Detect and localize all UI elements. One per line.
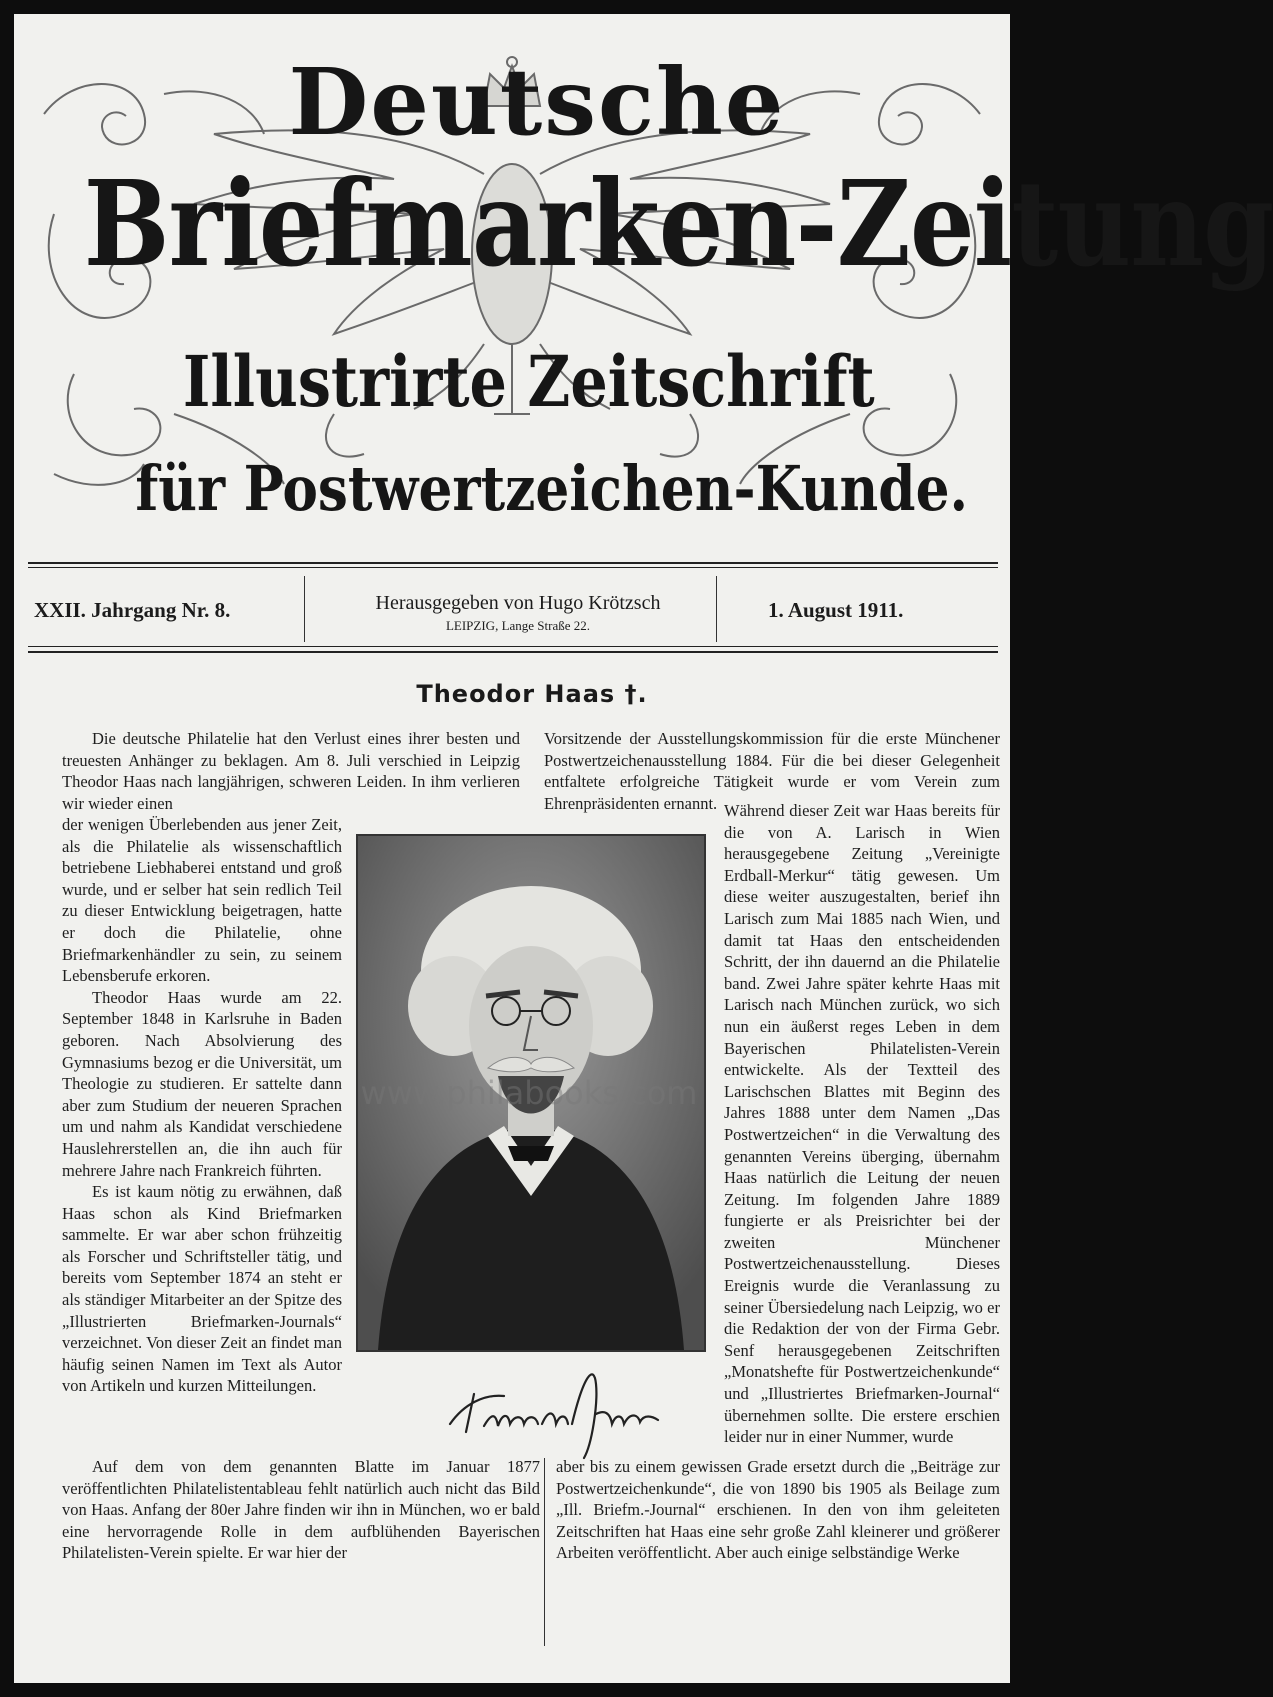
top-rule-thin bbox=[28, 567, 998, 568]
article-left-column bbox=[62, 814, 342, 1397]
masthead-line-title: Briefmarken-Zeitung bbox=[83, 154, 1273, 293]
issue-date: 1. August 1911. bbox=[768, 598, 904, 622]
info-divider-left bbox=[304, 576, 305, 642]
masthead-line-deutsche: Deutsche bbox=[288, 48, 786, 156]
intro-paragraph: Die deutsche Philatelie hat den Verlust eines ihrer besten und treuesten Anhänger zu beklagen. Am 8. Juli verschied in Leipzig Theodor Haas nach langjährigen, schweren Leiden. In ihm verlieren wir wieder einen bbox=[62, 729, 520, 813]
masthead-line-subtitle: Illustrirte Zeitschrift bbox=[182, 340, 875, 423]
volume-number: XXII. Jahrgang Nr. 8. bbox=[34, 598, 231, 622]
masthead bbox=[14, 14, 1273, 554]
left-paragraph-2: Theodor Haas wurde am 22. September 1848 in Karlsruhe in Baden geboren. Nach Absolvierung des Gymnasiums bezog er die Universität, um Theologie zu studieren. Er sattelte dann aber zum Studium der neueren Sprachen um und nahm als Kandidat verschiedene Hauslehrerstellen an, die ihn auch für mehrere Jahre nach Frankreich führten. bbox=[62, 987, 342, 1180]
article-title: Theodor Haas †. bbox=[416, 680, 648, 708]
top-rule bbox=[28, 562, 998, 564]
right-paragraph: Während dieser Zeit war Haas bereits für die von A. Larisch in Wien herausgegebene Zeitung „Vereinigte Erdball-Merkur“ tätig gewesen. Um diese weiter auszugestalten, berief ihn Larisch zum Mai 1885 nach Wien, und damit tat Haas den entscheidenden Schritt, der ihn dauernd an die Philatelie band. Zwei Jahre später kehrte Haas mit Larisch nach München zurück, wo sich nun ein äußerst reges Leben in dem Bayerischen Philatelisten-Verein entwickelte. Als der Textteil des Larischschen Blattes mit Beginn des Jahres 1888 unter dem Namen „Das Postwertzeichen“ in die Verwaltung des genannten Vereins überging, übernahm Haas natürlich die Leitung der neuen Zeitung. Im folgenden Jahre 1889 fungierte er als Preisrichter bei der zweiten Münchener Postwertzeichenausstellung. Dieses Ereignis wurde die Veranlassung zu seiner Übersiedelung nach Leipzig, wo er die Redaktion der von der Firma Gebr. Senf herausgegebenen Zeitschriften „Monatshefte für Postwertzeichenkunde“ und „Illustriertes Briefmarken-Journal“ übernehmen sollte. Die erstere erschien leider nur in einer Nummer, wurde bbox=[724, 801, 1000, 1447]
left-paragraph-3: Es ist kaum nötig zu erwähnen, daß Haas schon als Kind Briefmarken sammelte. Er war aber schon frühzeitig als Forscher und Schriftsteller tätig, und bereits vom September 1874 an steht er als ständiger Mitarbeiter an der Spitze des „Illustrierten Briefmarken-Journals“ verzeichnet. Von dieser Zeit an findet man häufig seinen Namen im Text als Autor von Artikeln und kurzen Mitteilungen. bbox=[62, 1182, 342, 1396]
right-top-paragraph: Vorsitzende der Ausstellungskommission für die erste Münchener Postwertzeichenausstellung 1884. Für die bei dieser Gelegenheit entfaltete erfolgreiche Tätigkeit wurde er vom Verein zum Ehrenpräsidenten ernannt. bbox=[544, 729, 1000, 813]
left-paragraph-1: der wenigen Überlebenden aus jener Zeit, als die Philatelie als wissenschaftlich betriebene Liebhaberei entstand und groß wurde, und er selber hat sein redlich Teil zu dieser Entwicklung beigetragen, hatte er doch die Philatelie, ohne Briefmarkenhändler zu sein, zu seinem Lebensberufe erkoren. bbox=[62, 815, 342, 986]
bottom-rule bbox=[28, 651, 998, 653]
signature-icon bbox=[444, 1354, 674, 1464]
article-intro bbox=[62, 728, 520, 814]
bottom-rule-thin bbox=[28, 646, 998, 647]
bottom-column-divider bbox=[544, 1458, 545, 1646]
publisher-block bbox=[306, 592, 730, 634]
article-right-column bbox=[724, 800, 1000, 1448]
watermark-text: www.philabooks.com bbox=[360, 1074, 698, 1112]
bottom-right-paragraph: aber bis zu einem gewissen Grade ersetzt durch die „Beiträge zur Postwertzeichenkunde“, die von 1890 bis 1905 als Beilage zum „Ill. Briefm.-Journal“ erschienen. In den von ihm geleiteten Zeitschriften hat Haas eine sehr große Zahl kleinerer und größerer Arbeiten veröffentlicht. Aber auch einige selbständige Werke bbox=[556, 1457, 1000, 1563]
newspaper-page bbox=[14, 14, 1273, 1683]
article-bottom-left bbox=[62, 1456, 540, 1564]
publisher-name: Herausgegeben von Hugo Krötzsch bbox=[375, 592, 661, 614]
publisher-address: LEIPZIG, Lange Straße 22. bbox=[445, 618, 591, 633]
signature bbox=[444, 1354, 674, 1464]
article-bottom-right bbox=[556, 1456, 1000, 1564]
bottom-left-paragraph: Auf dem von dem genannten Blatte im Januar 1877 veröffentlichten Philatelistentableau fehlt natürlich auch nicht das Bild von Haas. Anfang der 80er Jahre finden wir ihn in München, wo er bald eine hervorragende Rolle in dem aufblühenden Bayerischen Philatelisten-Verein spielte. Er war hier der bbox=[62, 1457, 540, 1563]
masthead-line-tagline: für Postwertzeichen-Kunde. bbox=[135, 452, 969, 525]
